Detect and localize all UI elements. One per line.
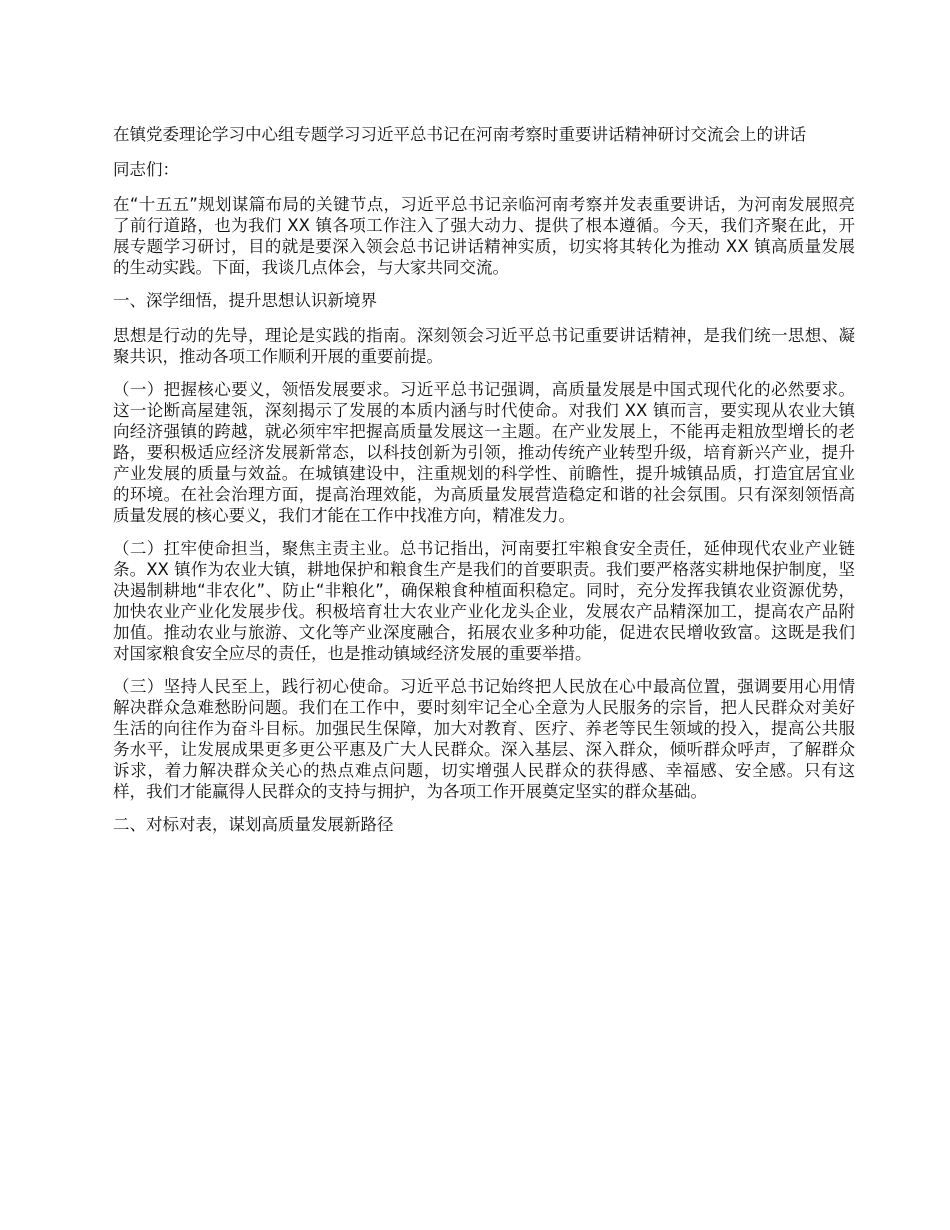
point-1-paragraph: （一）把握核心要义，领悟发展要求。习近平总书记强调，高质量发展是中国式现代化的必然要求。这一论断高屋建瓴，深刻揭示了发展的本质内涵与时代使命。对我们 XX 镇而言，要实现从农业大镇向经济强镇的跨越，就必须牢牢把握高质量发展这一主题。在产业发展上，不能再走粗放型增长的老路，要积极适应经济发展新常态，以科技创新为引领，推动传统产业转型升级，培育新兴产业，提升产业发展的质量与效益。在城镇建设中，注重规划的科学性、前瞻性，提升城镇品质，打造宜居宜业的环境。在社会治理方面，提高治理效能，为高质量发展营造稳定和谐的社会氛围。只有深刻领悟高质量发展的核心要义，我们才能在工作中找准方向，精准发力。 xyxy=(113,380,855,525)
document-title: 在镇党委理论学习中心组专题学习习近平总书记在河南考察时重要讲话精神研讨交流会上的讲话 xyxy=(113,125,806,144)
point-2-paragraph: （二）扛牢使命担当，聚焦主责主业。总书记指出，河南要扛牢粮食安全责任，延伸现代农业产业链条。XX 镇作为农业大镇，耕地保护和粮食生产是我们的首要职责。我们要严格落实耕地保护制度，坚决遏制耕地“非农化”、防止“非粮化”，确保粮食种植面积稳定。同时，充分发挥我镇农业资源优势，加快农业产业化发展步伐。积极培育壮大农业产业化龙头企业，发展农产品精深加工，提高农产品附加值。推动农业与旅游、文化等产业深度融合，拓展农业多种功能，促进农民增收致富。这既是我们对国家粮食安全应尽的责任，也是推动镇域经济发展的重要举措。 xyxy=(113,539,855,663)
intro-paragraph: 在“十五五”规划谋篇布局的关键节点，习近平总书记亲临河南考察并发表重要讲话，为河南发展照亮了前行道路，也为我们 XX 镇各项工作注入了强大动力、提供了根本遵循。今天，我们齐聚在此，开展专题学习研讨，目的就是要深入领会总书记讲话精神实质，切实将其转化为推动 XX 镇高质量发展的生动实践。下面，我谈几点体会，与大家共同交流。 xyxy=(113,195,855,277)
section-1-heading: 一、深学细悟，提升思想认识新境界 xyxy=(113,291,377,310)
greeting: 同志们： xyxy=(113,160,179,179)
section-2-heading: 二、对标对表，谋划高质量发展新路径 xyxy=(113,815,394,834)
document-page xyxy=(113,124,855,849)
point-3-paragraph: （三）坚持人民至上，践行初心使命。习近平总书记始终把人民放在心中最高位置，强调要用心用情解决群众急难愁盼问题。我们在工作中，要时刻牢记全心全意为人民服务的宗旨，把人民群众对美好生活的向往作为奋斗目标。加强民生保障，加大对教育、医疗、养老等民生领域的投入，提高公共服务水平，让发展成果更多更公平惠及广大人民群众。深入基层、深入群众，倾听群众呼声，了解群众诉求，着力解决群众关心的热点难点问题，切实增强人民群众的获得感、幸福感、安全感。只有这样，我们才能赢得人民群众的支持与拥护，为各项工作开展奠定坚实的群众基础。 xyxy=(113,677,855,801)
section-1-intro: 思想是行动的先导，理论是实践的指南。深刻领会习近平总书记重要讲话精神，是我们统一思想、凝聚共识，推动各项工作顺利开展的重要前提。 xyxy=(113,326,855,366)
